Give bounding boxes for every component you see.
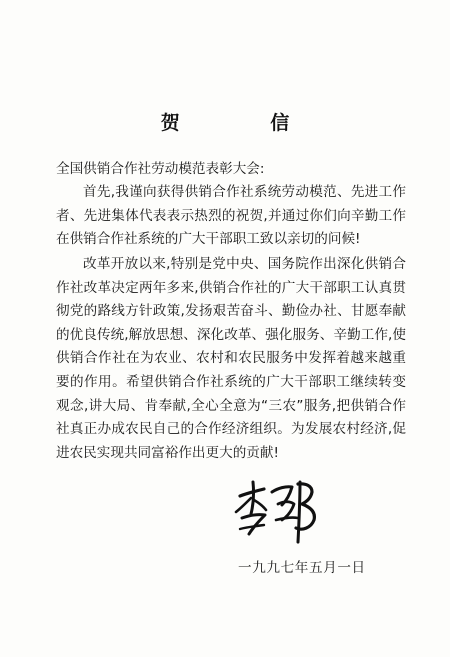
salutation: 全国供销合作社劳动模范表彰大会: bbox=[56, 161, 265, 177]
letter-date: 一九九七年五月一日 bbox=[238, 560, 366, 576]
letter-title: 贺 信 bbox=[160, 112, 332, 134]
paragraph-congratulations: 首先,我谨向获得供销合作社系统劳动模范、先进工作者、先进集体代表表示热烈的祝贺,并通过你们向辛勤工作在供销合作社系统的广大干部职工致以亲切的问候! bbox=[56, 184, 406, 248]
paragraph-reform: 改革开放以来,特别是党中央、国务院作出深化供销合作社改革决定两年多来,供销合作社的广大干部职工认真贯彻党的路线方针政策,发扬艰苦奋斗、勤俭办社、甘愿奉献的优良传统,解放思想、深化改革、强化服务、辛勤工作,使供销合作社在为农业、农村和农民服务中发挥着越来越重要的作用。希望供销合作社系统的广大干部职工继续转变观念,讲大局、肯奉献,全心全意为“三农”服务,把供销合作社真正办成农民自己的合作经济组织。为发展农村经济,促进农民实现共同富裕作出更大的贡献! bbox=[56, 256, 406, 461]
handwritten-signature bbox=[232, 474, 322, 544]
